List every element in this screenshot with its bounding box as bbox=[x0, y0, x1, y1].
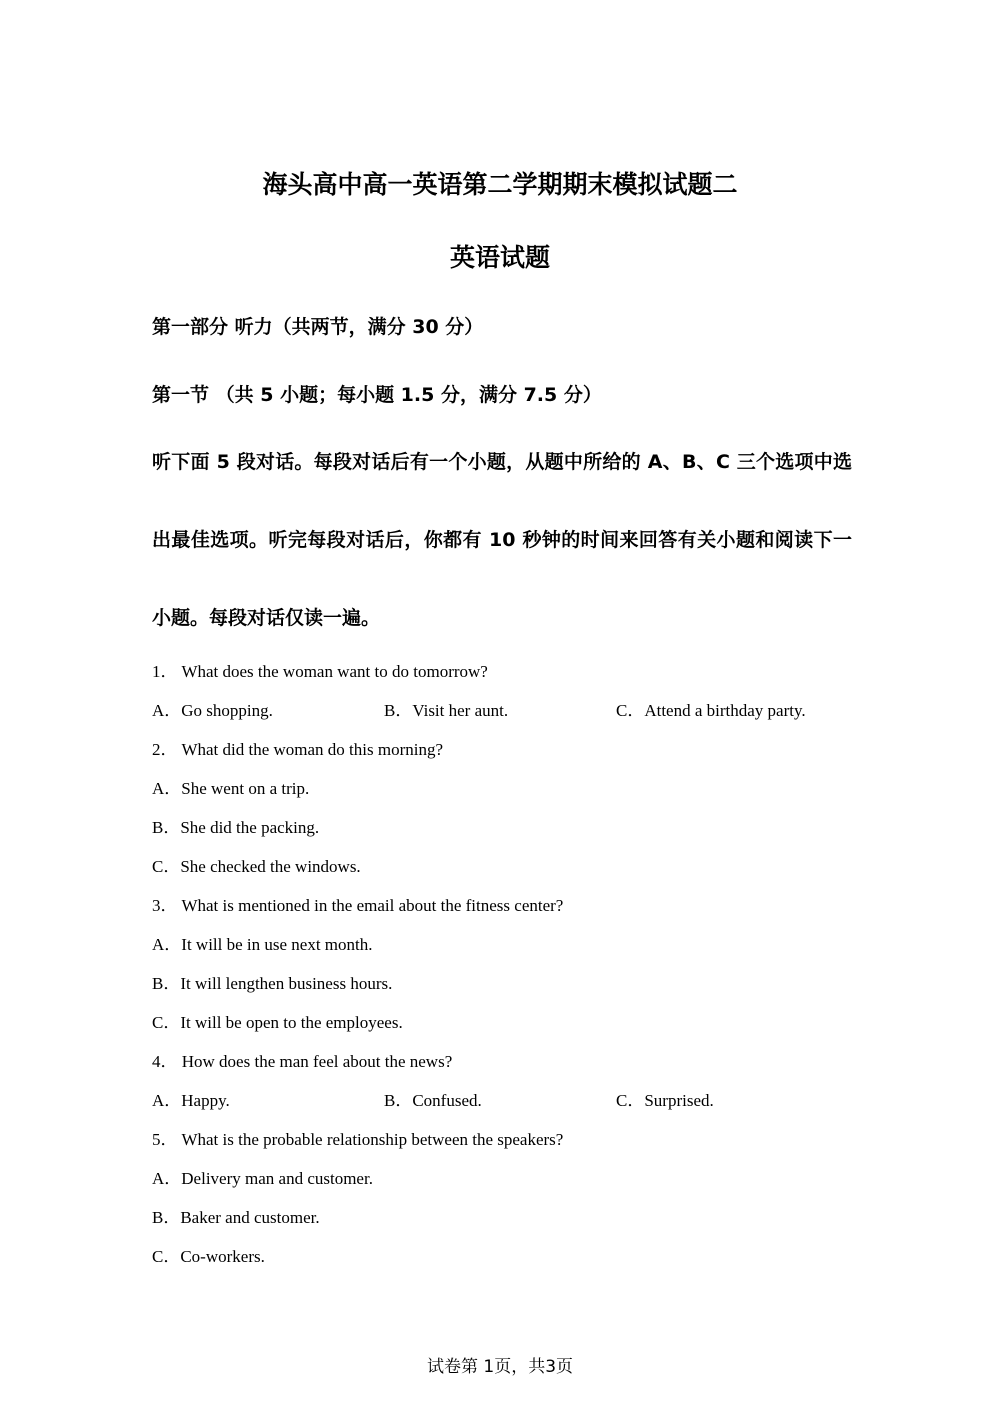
question-2-option-b: B．She did the packing. bbox=[152, 818, 320, 837]
question-4-stem: 4． How does the man feel about the news? bbox=[152, 1052, 453, 1071]
listening-instructions: 听下面 5 段对话。每段对话后有一个小题，从题中所给的 A、B、C 三个选项中选出最佳选项。听完每段对话后，你都有 10 秒钟的时间来回答有关小题和阅读下一小题。每段对话仅读一遍。 bbox=[152, 451, 852, 629]
question-5-option-b: B．Baker and customer. bbox=[152, 1208, 320, 1227]
question-3-option-a: A．It will be in use next month. bbox=[152, 935, 373, 954]
page-footer: 试卷第 1页，共3页 bbox=[426, 1357, 574, 1377]
question-1-option-c: C．Attend a birthday party. bbox=[616, 701, 806, 720]
question-1-stem: 1． What does the woman want to do tomorrow? bbox=[152, 662, 488, 681]
part-heading-text: 第一部分 听力（共两节，满分 30 分） bbox=[152, 316, 484, 338]
question-3-option-c: C．It will be open to the employees. bbox=[152, 1013, 403, 1032]
question-4-option-b: B．Confused. bbox=[384, 1091, 482, 1110]
section-heading bbox=[152, 382, 602, 409]
question-1-option-a: A．Go shopping. bbox=[152, 701, 273, 720]
question-5-option-c: C．Co-workers. bbox=[152, 1247, 265, 1266]
question-2-stem: 2． What did the woman do this morning? bbox=[152, 740, 444, 759]
exam-title: 海头高中高一英语第二学期期末模拟试题二 bbox=[262, 170, 738, 199]
question-4-option-a: A．Happy. bbox=[152, 1091, 230, 1110]
question-2-option-c: C．She checked the windows. bbox=[152, 857, 361, 876]
question-4-option-c: C．Surprised. bbox=[616, 1091, 714, 1110]
section-heading-text: 第一节 （共 5 小题；每小题 1.5 分，满分 7.5 分） bbox=[152, 384, 602, 406]
question-3-stem: 3． What is mentioned in the email about the fitness center? bbox=[152, 896, 564, 915]
question-5-option-a: A．Delivery man and customer. bbox=[152, 1169, 373, 1188]
exam-subtitle: 英语试题 bbox=[449, 243, 550, 272]
question-5-stem: 5． What is the probable relationship between the speakers? bbox=[152, 1130, 564, 1149]
part-heading bbox=[152, 314, 483, 341]
question-3-option-b: B．It will lengthen business hours. bbox=[152, 974, 393, 993]
question-1-option-b: B．Visit her aunt. bbox=[384, 701, 509, 720]
question-2-option-a: A．She went on a trip. bbox=[152, 779, 310, 798]
